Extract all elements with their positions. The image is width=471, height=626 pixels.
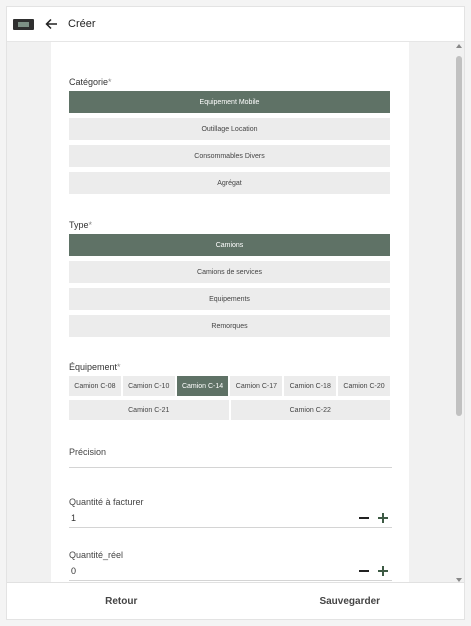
categorie-option-equipement-mobile[interactable]: Equipement Mobile xyxy=(69,91,390,113)
equipement-option-c21[interactable]: Camion C-21 xyxy=(69,400,229,420)
equipement-options xyxy=(69,376,390,424)
top-bar xyxy=(7,7,464,42)
categorie-option-agregat[interactable]: Agrégat xyxy=(69,172,390,194)
quantite-reel-field xyxy=(69,550,392,581)
equipement-option-c22[interactable]: Camion C-22 xyxy=(231,400,391,420)
quantite-reel-stepper xyxy=(69,562,392,581)
type-options xyxy=(69,234,390,342)
equipement-option-c08[interactable]: Camion C-08 xyxy=(69,376,121,396)
equipement-option-c10[interactable]: Camion C-10 xyxy=(123,376,175,396)
quantite-reel-label: Quantité_réel xyxy=(69,550,124,560)
categorie-label xyxy=(69,77,112,87)
type-label-text: Type xyxy=(69,220,89,230)
categorie-label-text: Catégorie xyxy=(69,77,109,87)
type-option-remorques[interactable]: Remorques xyxy=(69,315,390,337)
quantite-facturer-stepper xyxy=(69,509,392,528)
form-scroll-area xyxy=(7,42,456,584)
vertical-scrollbar[interactable] xyxy=(454,42,464,584)
required-mark: * xyxy=(108,77,112,87)
precision-label: Précision xyxy=(69,447,107,457)
categorie-option-outillage-location[interactable]: Outillage Location xyxy=(69,118,390,140)
type-option-camions[interactable]: Camions xyxy=(69,234,390,256)
equipement-option-c17[interactable]: Camion C-17 xyxy=(230,376,282,396)
scroll-up-arrow-icon[interactable] xyxy=(456,44,462,48)
precision-field[interactable] xyxy=(69,447,392,468)
plus-icon[interactable] xyxy=(378,566,388,576)
quantite-facturer-field xyxy=(69,497,392,528)
minus-icon[interactable] xyxy=(359,513,369,523)
back-button[interactable]: Retour xyxy=(105,595,138,607)
quantite-facturer-input[interactable]: 1 xyxy=(71,513,77,523)
required-mark: * xyxy=(117,362,121,372)
quantite-facturer-label: Quantité à facturer xyxy=(69,497,144,507)
quantite-reel-input[interactable]: 0 xyxy=(71,566,77,576)
app-logo xyxy=(13,19,34,30)
categorie-option-consommables-divers[interactable]: Consommables Divers xyxy=(69,145,390,167)
equipement-option-c20[interactable]: Camion C-20 xyxy=(338,376,390,396)
equipement-option-c18[interactable]: Camion C-18 xyxy=(284,376,336,396)
page-title: Créer xyxy=(68,18,96,30)
scrollbar-thumb[interactable] xyxy=(456,56,462,416)
footer-bar xyxy=(7,582,464,619)
minus-icon[interactable] xyxy=(359,566,369,576)
equipement-label xyxy=(69,362,121,372)
equipement-label-text: Équipement xyxy=(69,362,118,372)
form-card xyxy=(51,42,409,584)
plus-icon[interactable] xyxy=(378,513,388,523)
back-arrow-icon[interactable] xyxy=(43,16,59,32)
type-option-camions-de-services[interactable]: Camions de services xyxy=(69,261,390,283)
type-label xyxy=(69,220,92,230)
app-window xyxy=(6,6,465,620)
categorie-options xyxy=(69,91,390,199)
equipement-option-c14[interactable]: Camion C-14 xyxy=(177,376,229,396)
type-option-equipements[interactable]: Equipements xyxy=(69,288,390,310)
precision-input[interactable] xyxy=(69,457,392,468)
required-mark: * xyxy=(88,220,93,230)
save-button[interactable]: Sauvegarder xyxy=(319,595,381,607)
